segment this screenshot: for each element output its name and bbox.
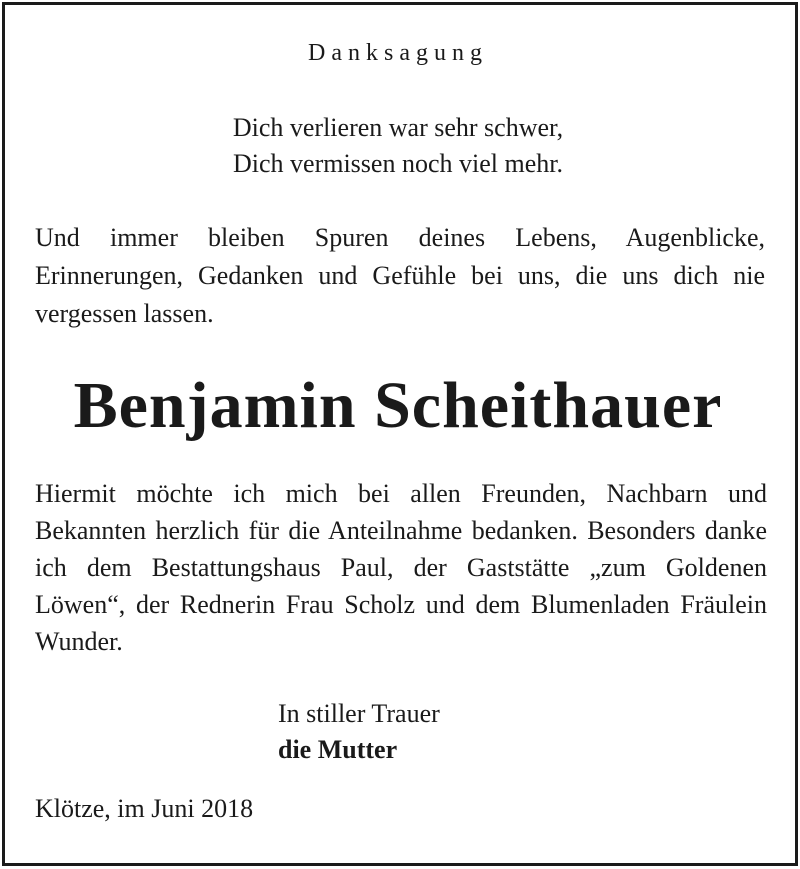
memorial-paragraph: Und immer bleiben Spuren deines Lebens, Augenblicke, Erinnerungen, Gedanken und Gefühle bei uns, die uns dich nie vergessen lassen. xyxy=(35,223,765,328)
verse xyxy=(0,110,796,182)
deceased-name: Benjamin Scheithauer xyxy=(73,369,723,442)
place-date: Klötze, im Juni 2018 xyxy=(35,794,254,823)
closing-line: In stiller Trauer xyxy=(278,699,440,728)
verse-line: Dich vermissen noch viel mehr. xyxy=(233,149,563,178)
verse-line: Dich verlieren war sehr schwer, xyxy=(232,113,564,142)
closing xyxy=(278,696,440,768)
notice-heading: Danksagung xyxy=(308,40,488,66)
thanks-paragraph: Hiermit möchte ich mich bei allen Freunden, Nachbarn und Bekannten herzlich für die Anteilnahme bedanken. Besonders danke ich dem Bestattungshaus Paul, der Gaststätte „zum Goldenen Löwen“, der Rednerin Frau Scholz und dem Blumenladen Fräulein Wunder. xyxy=(35,479,767,656)
signer: die Mutter xyxy=(278,735,398,764)
